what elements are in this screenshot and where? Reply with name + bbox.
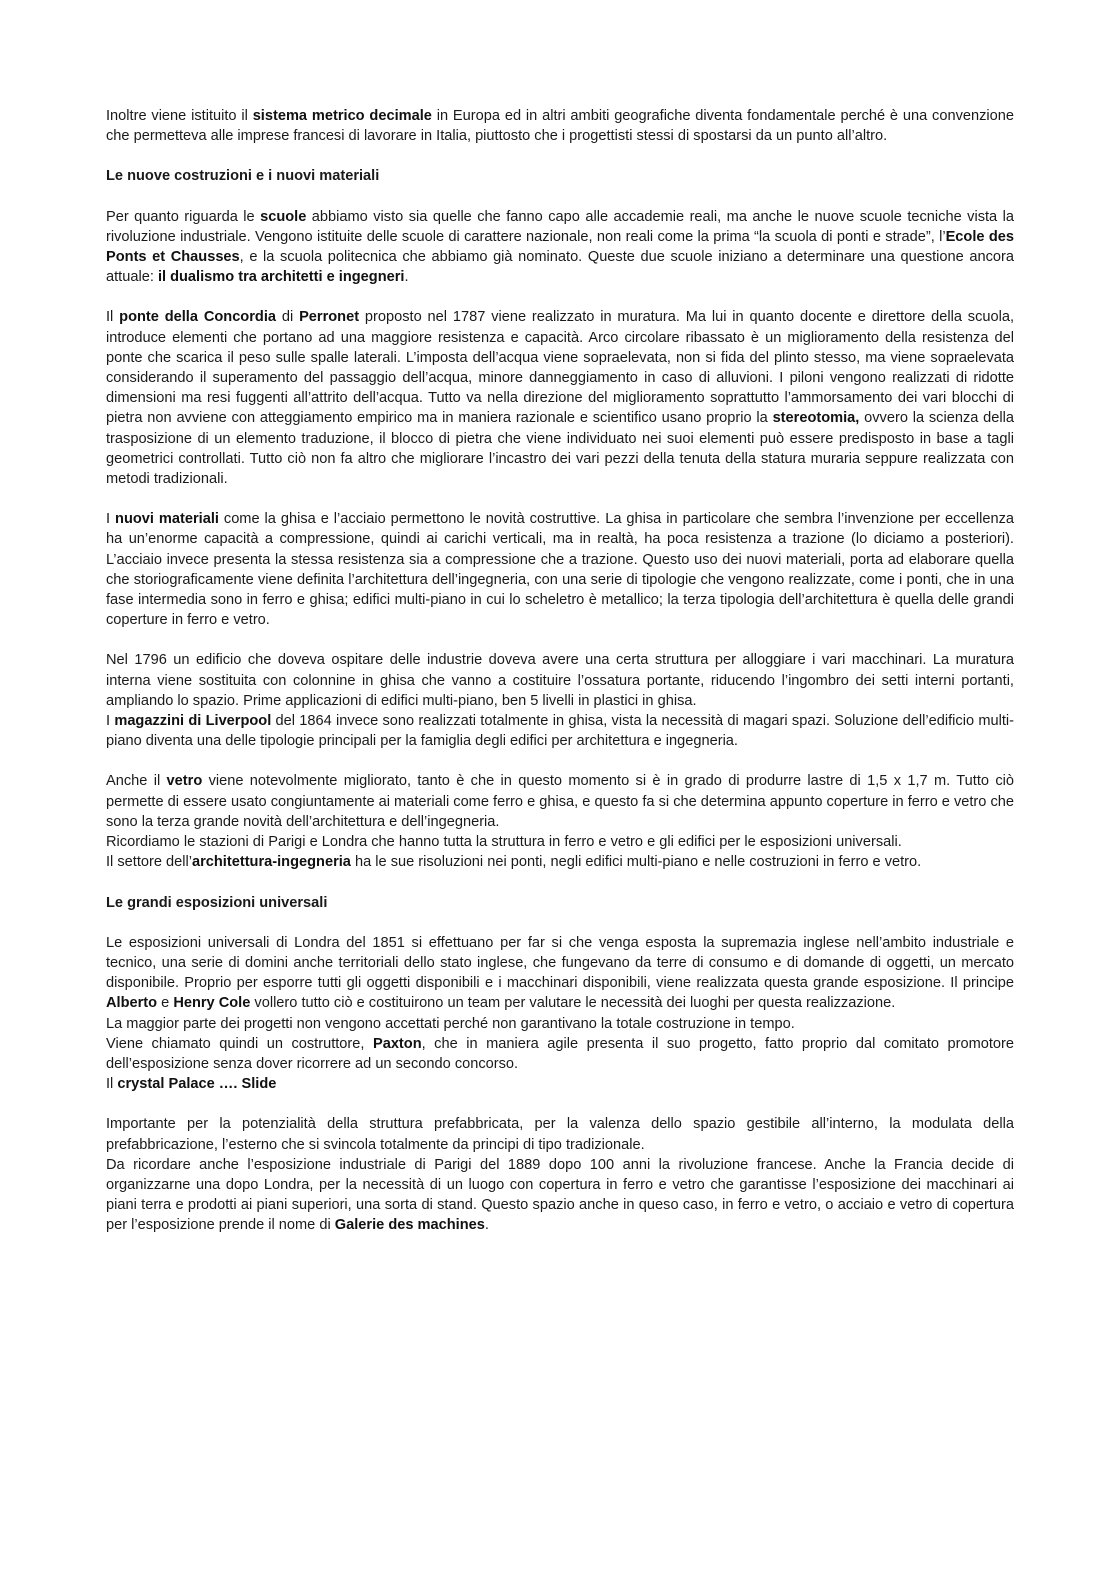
bold-term: Alberto	[106, 995, 158, 1012]
bold-term: sistema metrico decimale	[252, 108, 432, 124]
bold-term: magazzini di Liverpool	[114, 713, 272, 730]
paragraph-metric-system: Inoltre viene istituito il sistema metrico decimale in Europa ed in altri ambiti geografiche diventa fondamentale perché è una convenzione che permetteva alle imprese francesi di lavorare in Italia, piuttosto che i progettisti stessi di spostarsi da un punto all’altro.	[106, 108, 1014, 145]
paragraph-prefabrication-paris: Importante per la potenzialità della struttura prefabbricata, per la valenza dello spazio gestibile all’interno, la modulata della prefabbricazione, l’esterno che si svincola totalmente da principi di tipo tradizionale. Da ricordare anche l’esposizione industriale di Parigi del 1889 dopo 100 anni la rivoluzione francese. Anche la Francia decide di organizzarne una dopo Londra, per la necessità di un luogo con copertura in ferro e vetro che garantisse l’esposizione dei macchinari ai piani terra e prodotti ai piani superiori, una sorta di stand. Questo spazio anche in queso caso, in ferro e vetro, o acciaio e vetro di copertura per l’esposizione prende il nome di Galerie des machines.	[106, 1116, 1014, 1234]
bold-term: architettura-ingegneria	[191, 854, 351, 871]
paragraph-london-exposition: Le esposizioni universali di Londra del 1851 si effettuano per far si che venga esposta la supremazia inglese nell’ambito industriale e tecnico, una serie di domini anche territoriali dello stato inglese, che fungevano da terre di consumo e di domande di oggetti, un mercato disponibile. Proprio per esporre tutti gli oggetti disponibili e i macchinari disponibili, viene realizzata questa grande esposizione. Il principe Alberto e Henry Cole vollero tutto ciò e costituirono un team per valutare le necessità dei luoghi per questa realizzazione. La maggior parte dei progetti non vengono accettati perché non garantivano la totale costruzione in tempo. Viene chiamato quindi un costruttore, Paxton, che in maniera agile presenta il suo progetto, fatto proprio dal comitato promotore dell’esposizione senza dover ricorrere ad un secondo concorso. Il crystal Palace …. Slide	[106, 934, 1015, 1093]
paragraph-new-materials: I nuovi materiali come la ghisa e l’acciaio permettono le novità costruttive. La ghisa in particolare che sembra l’invenzione per eccellenza ha un’enorme capacità a compressione, quindi ai carichi verticali, ma in realtà, ha poca resistenza a trazione (lo diciamo a posteriori). L’acciaio invece presenta la stessa resistenza sia a compressione che a trazione. Questo uso dei nuovi materiali, porta ad elaborare quella che storiograficamente viene definita l’architettura dell’ingegneria, con una serie di tipologie che vengono realizzate, come i ponti, che in una fase intermedia sono in ferro e ghisa; edifici multi-piano in cui lo scheletro è metallico; la terza tipologia dell’architettura è quella delle grandi coperture in ferro e vetro.	[106, 511, 1015, 629]
paragraph-concordia-bridge: Il ponte della Concordia di Perronet proposto nel 1787 viene realizzato in muratura. Ma lui in quanto docente e direttore della scuola, introduce elementi che portano ad una maggiore resistenza e capacità. Arco circolare ribassato è un miglioramento della resistenza del ponte che scarica il peso sulle spalle laterali. L’imposta dell’acqua viene sopraelevata, non si fida del plinto stesso, ma viene sopraelevata considerando il superamento del passaggio dell’acqua, minore danneggiamento in caso di alluvioni. I piloni vengono realizzati di ridotte dimensioni ma resi fuggenti all’attrito dell’acqua. Tutto va nella direzione del miglioramento soprattutto l’ammorsamento dei vari blocchi di pietra non avviene con atteggiamento empirico ma in maniera razionale e scientifico usano proprio la stereotomia, ovvero la scienza della trasposizione di un elemento traduzione, il blocco di pietra che viene individuato nei suoi elementi può essere predisposto in base a tagli geometrici controllati. Tutto ciò non fa altro che migliorare l’incastro dei vari pezzi della tenuta della statura muraria seppure realizzata con metodi tradizionali.	[106, 309, 1015, 488]
section-heading-universal-expositions: Le grandi esposizioni universali	[106, 894, 328, 911]
bold-term: Henry Cole	[173, 995, 251, 1012]
section-heading-new-constructions: Le nuove costruzioni e i nuovi materiali	[106, 168, 380, 185]
bold-term: crystal Palace …. Slide	[117, 1076, 277, 1093]
bold-term: stereotomia,	[772, 410, 860, 427]
bold-term: Galerie des machines	[334, 1217, 485, 1234]
bold-term: il dualismo tra architetti e ingegneri	[157, 269, 405, 286]
paragraph-schools: Per quanto riguarda le scuole abbiamo visto sia quelle che fanno capo alle accademie reali, ma anche le nuove scuole tecniche vista la rivoluzione industriale. Vengono istituite delle scuole di carattere nazionale, non reali come la prima “la scuola di ponti e strade”, l’Ecole des Ponts et Chausses, e la scuola politecnica che abbiamo già nominato. Queste due scuole iniziano a determinare una questione ancora attuale: il dualismo tra architetti e ingegneri.	[106, 208, 1014, 286]
bold-term: scuole	[260, 208, 307, 225]
bold-term: Paxton	[372, 1035, 422, 1052]
document-page	[106, 106, 1014, 1256]
bold-term: vetro	[166, 773, 203, 790]
bold-term: Perronet	[299, 309, 360, 326]
bold-term: ponte della Concordia	[119, 309, 276, 326]
bold-term: Ecole des Ponts et Chausses	[106, 228, 1014, 266]
paragraph-multistorey-buildings: Nel 1796 un edificio che doveva ospitare delle industrie doveva avere una certa struttura per alloggiare i vari macchinari. La muratura interna viene sostituita con colonnine in ghisa che vanno a costituire l’ossatura portante, riducendo l’ingombro dei setti interni portanti, ampliando lo spazio. Prime applicazioni di edifici multi-piano, ben 5 livelli in plastici in ghisa. I magazzini di Liverpool del 1864 invece sono realizzati totalmente in ghisa, vista la necessità di magari spazi. Soluzione dell’edificio multi-piano diventa una delle tipologie principali per la famiglia degli edifici per architettura e ingegneria.	[106, 652, 1015, 750]
paragraph-glass: Anche il vetro viene notevolmente migliorato, tanto è che in questo momento si è in grado di produrre lastre di 1,5 x 1,7 m. Tutto ciò permette di essere usato congiuntamente ai materiali come ferro e ghisa, e questo fa si che determina appunto coperture in ferro e vetro che sono la terza grande novità dell’architettura e dell’ingegneria. Ricordiamo le stazioni di Parigi e Londra che hanno tutta la struttura in ferro e vetro e gli edifici per le esposizioni universali. Il settore dell’architettura-ingegneria ha le sue risoluzioni nei ponti, negli edifici multi-piano e nelle costruzioni in ferro e vetro.	[106, 773, 1014, 871]
bold-term: nuovi materiali	[115, 511, 219, 528]
